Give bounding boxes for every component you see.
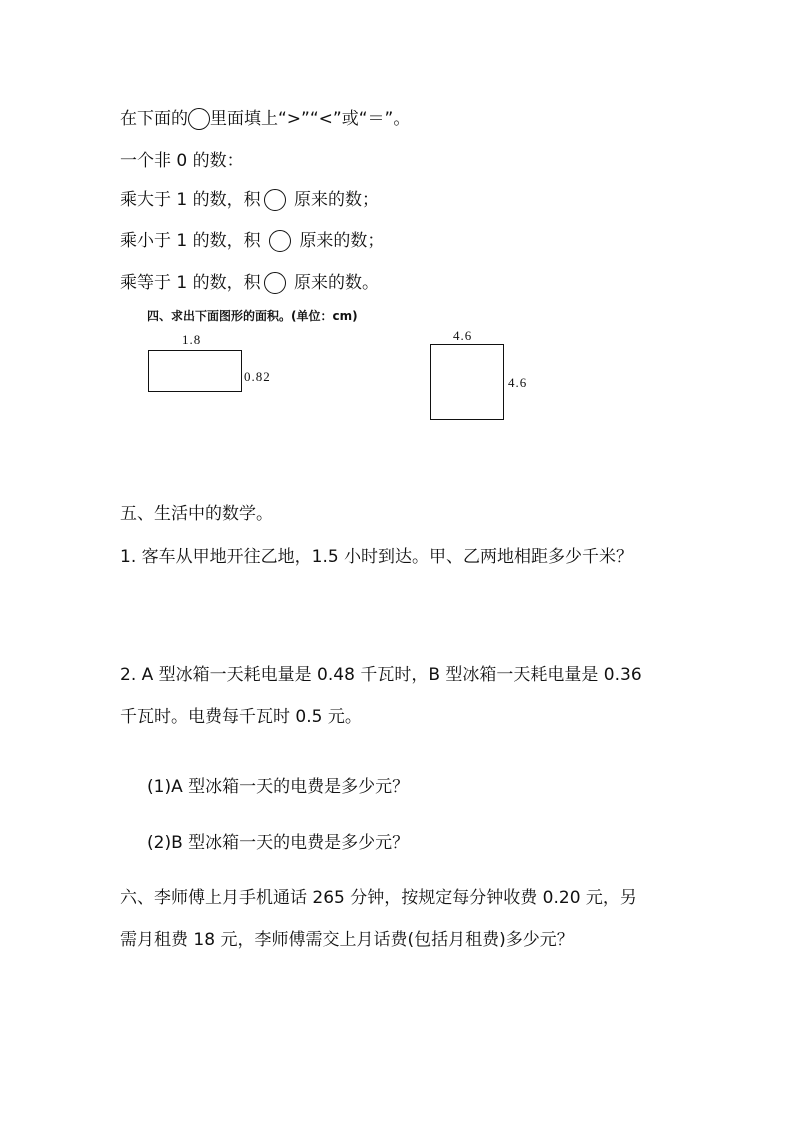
question-2-sub-1: (1)A 型冰箱一天的电费是多少元？ bbox=[147, 777, 410, 797]
circle-blank bbox=[188, 108, 210, 130]
section6-line-2: 需月租费 18 元，李师傅需交上月话费(包括月租费)多少元？ bbox=[120, 930, 574, 950]
square-figure bbox=[430, 344, 504, 420]
row-text-end: 原来的数； bbox=[299, 231, 385, 251]
row-text: 乘等于 1 的数，积 bbox=[120, 273, 261, 293]
nonzero-line: 一个非 0 的数： bbox=[120, 151, 244, 171]
compare-row-1 bbox=[120, 189, 379, 211]
instruction-text: 在下面的 bbox=[120, 109, 188, 129]
answer-circle[interactable] bbox=[264, 272, 286, 294]
compare-row-3 bbox=[120, 272, 379, 294]
rect-width-label: 1.8 bbox=[182, 332, 202, 347]
question-2-line-2: 千瓦时。电费每千瓦时 0.5 元。 bbox=[120, 707, 362, 727]
compare-row-2 bbox=[120, 230, 384, 252]
row-text-end: 原来的数。 bbox=[294, 273, 380, 293]
instruction-line bbox=[120, 108, 410, 130]
square-side-label: 4.6 bbox=[508, 375, 528, 390]
answer-circle[interactable] bbox=[264, 189, 286, 211]
row-text: 乘小于 1 的数，积 bbox=[120, 231, 261, 251]
answer-circle[interactable] bbox=[269, 230, 291, 252]
question-2-sub-2: (2)B 型冰箱一天的电费是多少元？ bbox=[147, 833, 410, 853]
instruction-text-2: 里面填上“>”“<”或“＝”。 bbox=[210, 109, 411, 129]
question-1: 1. 客车从甲地开往乙地，1.5 小时到达。甲、乙两地相距多少千米？ bbox=[120, 547, 634, 567]
section4-title: 四、求出下面图形的面积。(单位：cm) bbox=[147, 309, 358, 323]
rectangle-figure bbox=[148, 350, 242, 392]
question-2-line-1: 2. A 型冰箱一天耗电量是 0.48 千瓦时，B 型冰箱一天耗电量是 0.36 bbox=[120, 665, 642, 685]
square-top-label: 4.6 bbox=[453, 328, 473, 343]
row-text-end: 原来的数； bbox=[294, 190, 380, 210]
section5-title: 五、生活中的数学。 bbox=[120, 504, 273, 524]
row-text: 乘大于 1 的数，积 bbox=[120, 190, 261, 210]
section6-line-1: 六、李师傅上月手机通话 265 分钟，按规定每分钟收费 0.20 元，另 bbox=[120, 888, 637, 908]
rect-height-label: 0.82 bbox=[244, 369, 271, 384]
